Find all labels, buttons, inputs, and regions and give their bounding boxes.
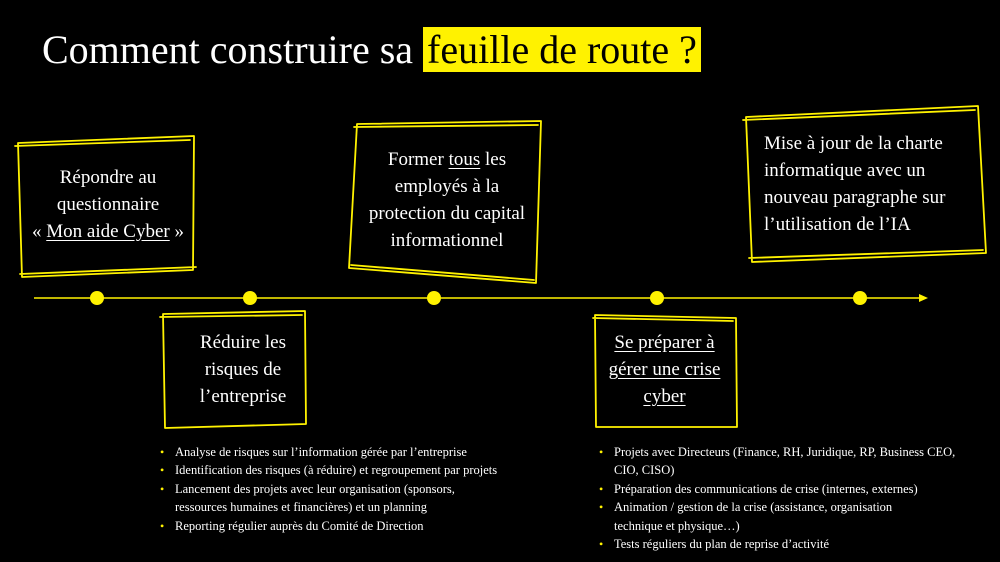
list-item — [158, 480, 538, 517]
list-item — [597, 443, 977, 480]
step2-line1: Réduire les — [199, 332, 286, 353]
bullet-dot-icon: • — [599, 481, 604, 496]
mon-aide-cyber-link[interactable]: Mon aide Cyber — [46, 221, 170, 242]
step3-suffix: les — [480, 149, 507, 170]
list-item — [158, 517, 538, 535]
bullet-dot-icon: • — [599, 500, 604, 515]
step3-line1 — [352, 146, 542, 173]
step4-line3[interactable]: cyber — [643, 386, 686, 407]
bullet-dot-icon: • — [160, 445, 165, 459]
step5-line4: l’utilisation de l’IA — [764, 214, 911, 235]
bullet-dot-icon: • — [599, 445, 604, 459]
bullet-dot-icon: • — [599, 537, 604, 552]
step4-box — [593, 329, 736, 410]
step3-prefix: Former — [387, 149, 449, 170]
bullet-dot-icon: • — [160, 518, 165, 533]
title-highlight: feuille de route ? — [423, 27, 701, 72]
step2-bullet-list — [158, 443, 538, 535]
step3-line4: informationnel — [390, 230, 504, 251]
step1-line3 — [20, 218, 196, 245]
bullet-dot-icon: • — [160, 463, 165, 478]
list-item — [158, 461, 538, 479]
list-item — [597, 535, 977, 553]
milestone-dot-1 — [90, 291, 104, 305]
bullet-text: Lancement des projets avec leur organisation (sponsors, ressources humaines et financières) et un planning — [175, 481, 455, 515]
step5-line1: Mise à jour de la charte — [764, 133, 943, 154]
title-prefix: Comment construire sa — [42, 27, 424, 72]
bullet-text: Projets avec Directeurs (Finance, RH, Juridique, RP, Business CEO, CIO, CISO) — [614, 445, 956, 478]
step3-line3: protection du capital — [368, 203, 526, 224]
step1-box — [20, 164, 196, 245]
bullet-dot-icon: • — [160, 481, 165, 496]
step2-box — [168, 329, 318, 410]
bullet-text: Tests réguliers du plan de reprise d’activité — [614, 537, 830, 552]
bullet-text: Préparation des communications de crise (internes, externes) — [614, 481, 918, 496]
bullet-text: Reporting régulier auprès du Comité de Direction — [175, 518, 424, 533]
timeline-arrowhead — [919, 294, 928, 302]
list-item — [597, 498, 977, 535]
step2-line2: risques de — [204, 359, 282, 380]
step1-quote-close: » — [169, 221, 184, 242]
step3-emphasis: tous — [448, 149, 481, 170]
bullet-text: Analyse de risques sur l’information gérée par l’entreprise — [175, 445, 467, 459]
step4-line2[interactable]: gérer une crise — [608, 359, 721, 380]
step3-line2: employés à la — [394, 176, 500, 197]
bullet-text: Identification des risques (à réduire) et regroupement par projets — [175, 463, 498, 478]
step5-box — [764, 130, 982, 238]
step4-line1[interactable]: Se préparer à — [614, 332, 715, 353]
step5-line2: informatique avec un — [764, 160, 926, 181]
list-item — [597, 480, 977, 498]
list-item — [158, 443, 538, 461]
step1-line1: Répondre au — [59, 167, 157, 188]
milestone-dot-4 — [650, 291, 664, 305]
milestone-dot-3 — [427, 291, 441, 305]
milestone-dot-5 — [853, 291, 867, 305]
step1-line2: questionnaire — [56, 194, 160, 215]
bullet-text: Animation / gestion de la crise (assistance, organisation technique et physique…) — [614, 500, 893, 533]
step5-line3: nouveau paragraphe sur — [764, 187, 946, 208]
milestone-dot-2 — [243, 291, 257, 305]
step4-bullet-list — [597, 443, 977, 553]
step1-quote-open: « — [32, 221, 47, 242]
step3-box — [352, 146, 542, 254]
step2-line3: l’entreprise — [199, 386, 287, 407]
